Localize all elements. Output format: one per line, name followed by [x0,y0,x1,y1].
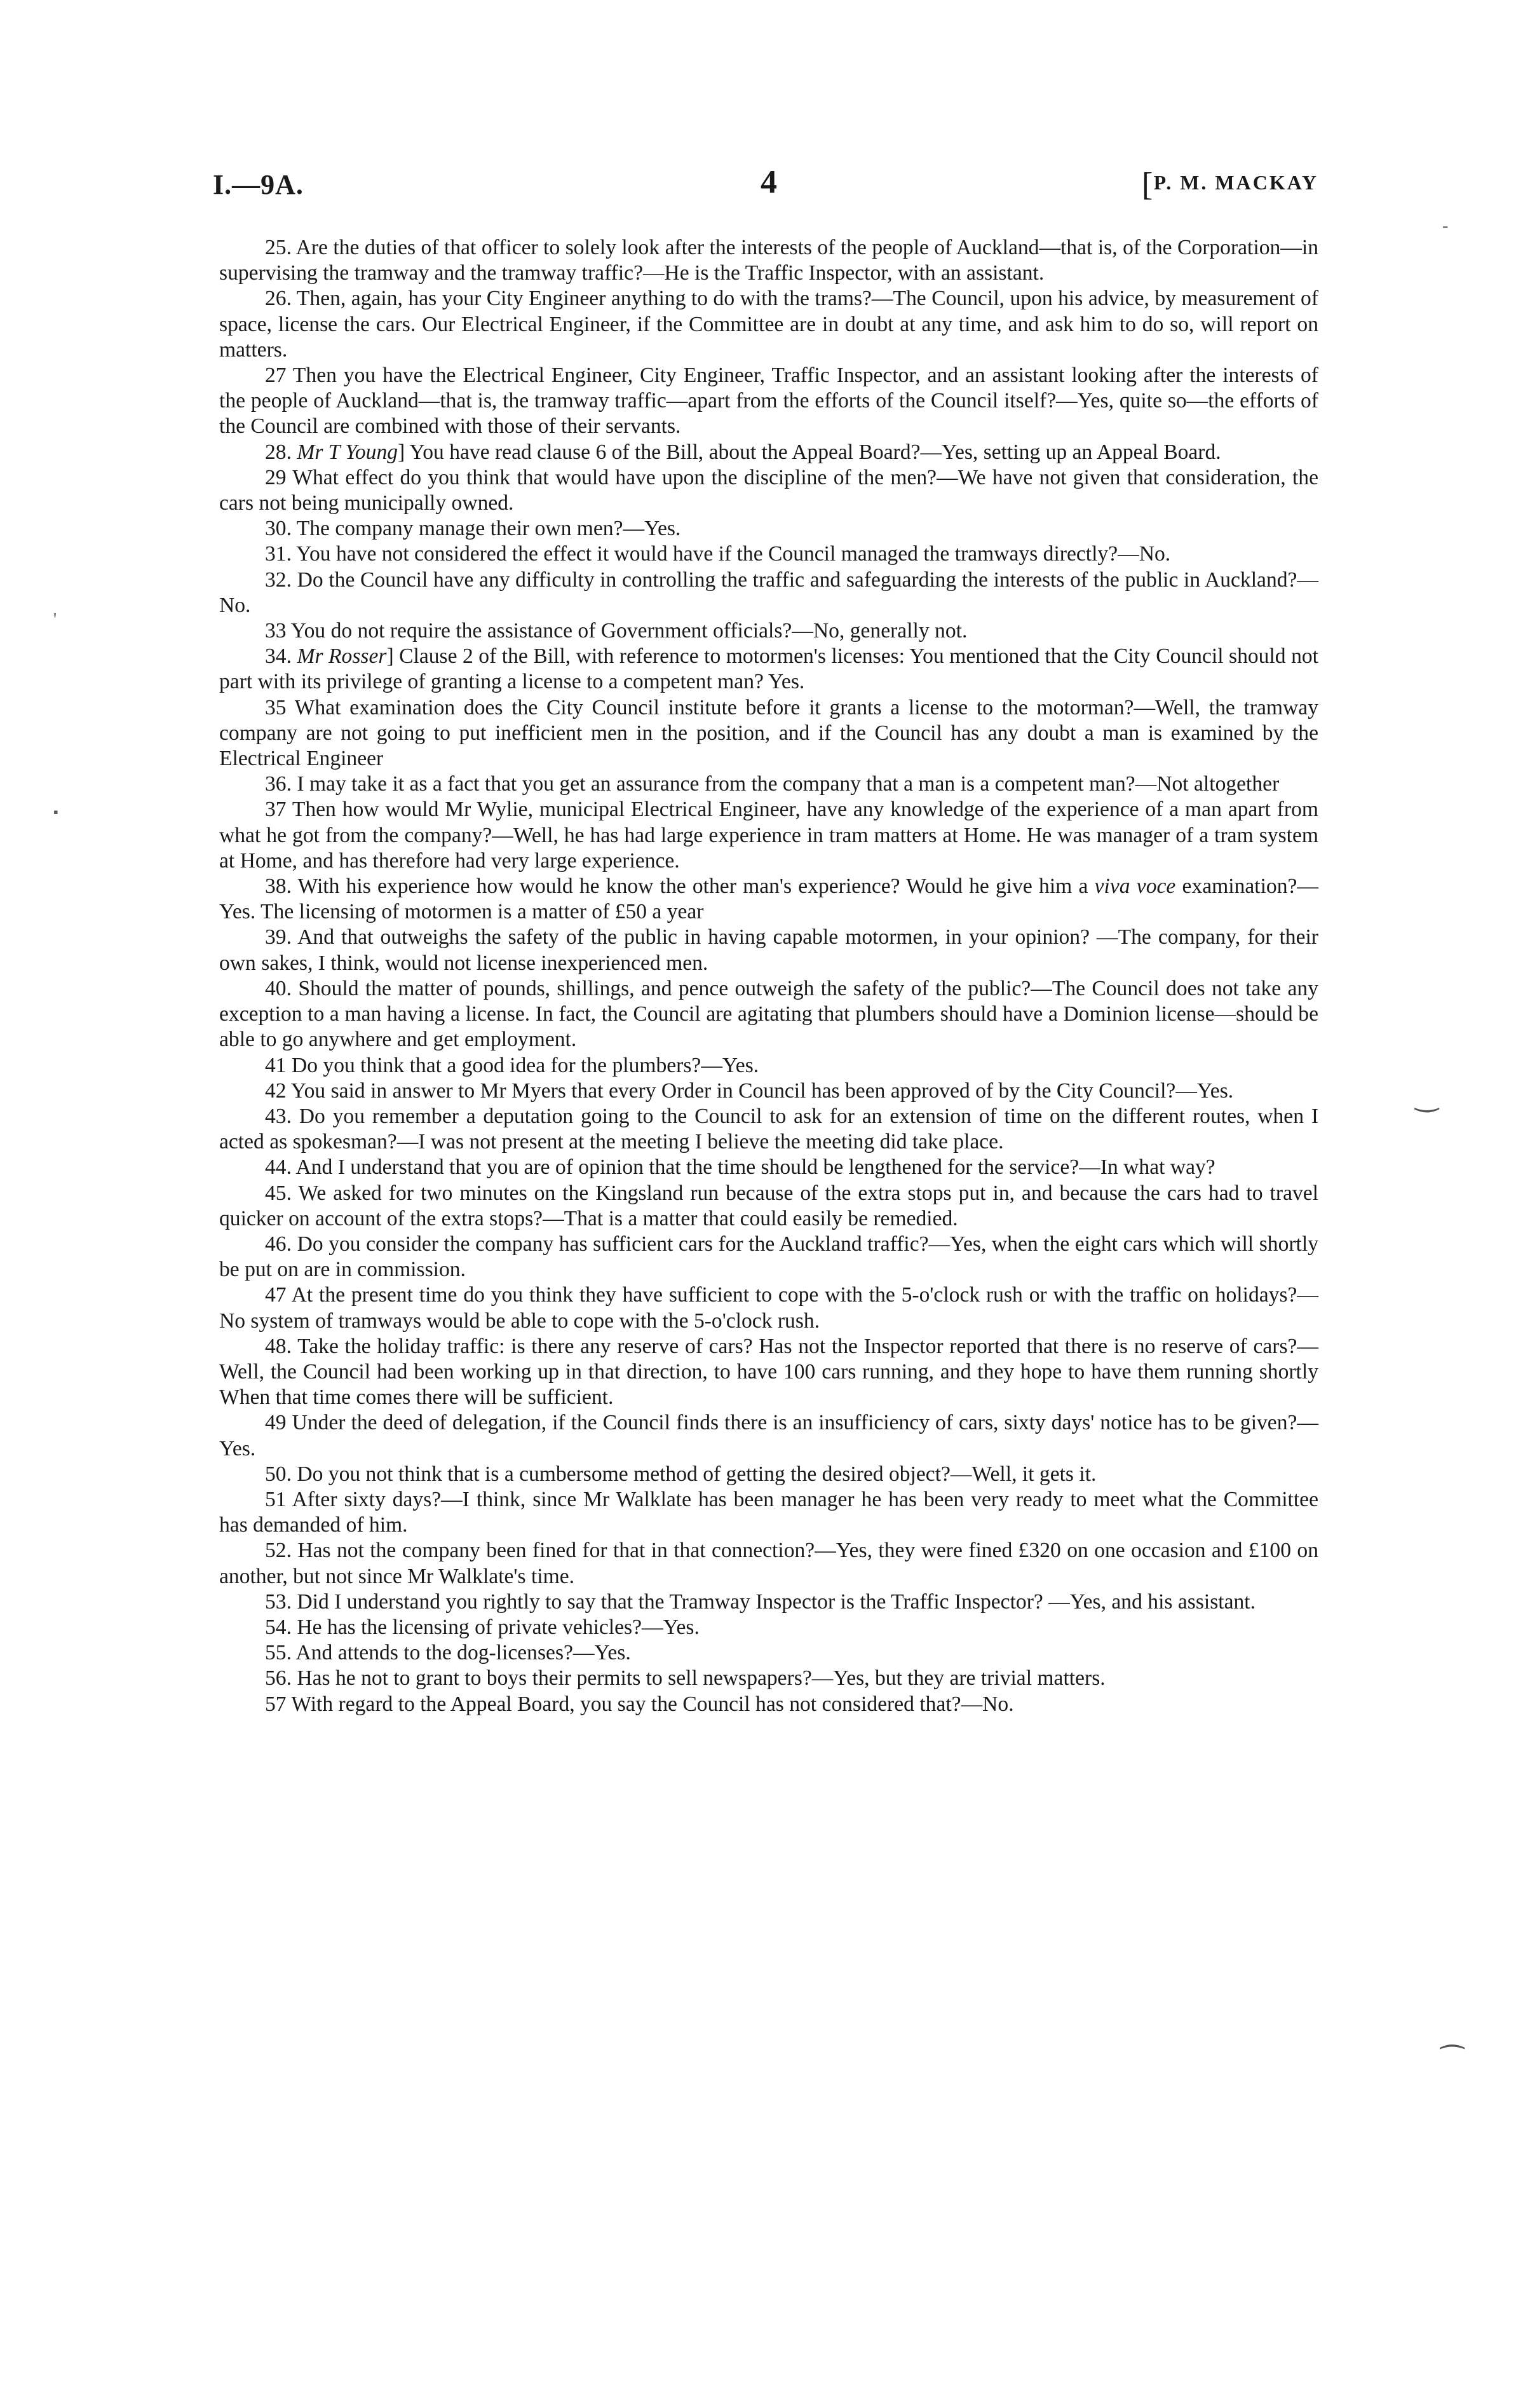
question-answer-paragraph [219,235,1318,286]
paragraph-text: 44. And I understand that you are of opinion that the time should be lengthened for the service?—In what way? [265,1155,1215,1180]
question-answer-paragraph [219,644,1318,695]
document-reference: I.—9A. [213,169,304,200]
question-answer-paragraph [219,568,1318,618]
paragraph-text: 38. With his experience how would he know the other man's experience? Would he give him a [265,874,1095,899]
question-answer-paragraph [219,1640,1318,1666]
paragraph-text: 49 Under the deed of delegation, if the Council finds there is an insufficiency of cars, sixty days' notice has to be given?—Yes. [219,1411,1318,1460]
paragraph-text: 41 Do you think that a good idea for the plumbers?—Yes. [265,1053,759,1077]
question-answer-paragraph [219,465,1318,516]
question-answer-paragraph [219,541,1318,567]
question-answer-paragraph [219,1104,1318,1155]
question-answer-paragraph [219,1538,1318,1589]
margin-mark: ' [53,610,57,630]
paragraph-text: 25. Are the duties of that officer to solely look after the interests of the people of Auckland—that is, of the Corporation—in supervising the tramway and the tramway traffic?—He is the Traffic Inspector, with an assistant. [219,236,1318,285]
paragraph-text: 52. Has not the company been fined for that in that connection?—Yes, they were fined £320 on one occasion and £100 on another, but not since Mr Walklate's time. [219,1539,1318,1588]
header-bracket: [ [1142,167,1153,203]
paragraph-text: 57 With regard to the Appeal Board, you say the Council has not considered that?—No. [265,1692,1014,1716]
paragraph-text-continued: ] Clause 2 of the Bill, with reference to motormen's licenses: You mentioned that the City Council should not part with its privilege of granting a license to a competent man? Yes. [219,644,1318,694]
paragraph-text: 31. You have not considered the effect it would have if the Council managed the tramways directly?—No. [265,542,1171,566]
paragraph-text: 32. Do the Council have any difficulty in controlling the traffic and safeguarding the interests of the public in Auckland?—No. [219,568,1318,617]
question-answer-paragraph [219,695,1318,772]
question-answer-paragraph [219,1589,1318,1615]
paragraph-text: 55. And attends to the dog-licenses?—Yes. [265,1641,631,1665]
paragraph-text: 33 You do not require the assistance of Government officials?—No, generally not. [265,619,968,643]
question-answer-paragraph [219,1334,1318,1411]
paragraph-text: 50. Do you not think that is a cumbersome method of getting the desired object?—Well, it gets it. [265,1462,1097,1486]
paragraph-text: 42 You said in answer to Mr Myers that every Order in Council has been approved of by the City Council?—Yes. [265,1078,1234,1103]
paragraph-text: 40. Should the matter of pounds, shillings, and pence outweigh the safety of the public?—The Council does not take any exception to a man having a license. In fact, the Council are agitating that plumbers should have a Dominion license—should be able to go anywhere and get employment. [219,976,1318,1052]
paragraph-text: 30. The company manage their own men?—Yes. [265,517,681,541]
paragraph-text: 51 After sixty days?—I think, since Mr Walklate has been manager he has been very ready to meet what the Committee has demanded of him. [219,1487,1318,1537]
paragraph-text: 34. [265,644,297,669]
speaker-name: Mr T Young [297,440,398,464]
question-answer-paragraph [219,1666,1318,1691]
question-answer-paragraph [219,286,1318,363]
paragraph-text-continued: ] You have read clause 6 of the Bill, about the Appeal Board?—Yes, setting up an Appeal Board. [398,440,1221,464]
question-answer-paragraph [219,516,1318,541]
question-answer-paragraph [219,1487,1318,1538]
paragraph-text-continued: examination?—Yes. The licensing of motormen is a matter of £50 a year [219,874,1318,924]
paragraph-text: 43. Do you remember a deputation going to the Council to ask for an extension of time on the different routes, when I acted as spokesman?—I was not present at the meeting I believe the meeting did take place. [219,1104,1318,1154]
paragraph-text: 37 Then how would Mr Wylie, municipal Electrical Engineer, have any knowledge of the experience of a man apart from what he got from the company?—Well, he has had large experience in tram matters at Home. He was manager of a tram system at Home, and has therefore had very large experience. [219,798,1318,873]
paragraph-text: 36. I may take it as a fact that you get an assurance from the company that a man is a competent man?—Not altogether [265,772,1280,796]
paragraph-text: 29 What effect do you think that would have upon the discipline of the men?—We have not given that consideration, the cars not being municipally owned. [219,465,1318,515]
question-answer-paragraph [219,440,1318,465]
paragraph-text: 45. We asked for two minutes on the Kingsland run because of the extra stops put in, and because the cars had to travel quicker on account of the extra stops?—That is a matter that could easily be remedied. [219,1181,1318,1230]
paragraph-text: 47 At the present time do you think they have sufficient to cope with the 5-o'clock rush or with the traffic on holidays?—No system of tramways would be able to cope with the 5-o'clock rush. [219,1283,1318,1333]
question-answer-paragraph [219,1615,1318,1640]
question-answer-paragraph [219,874,1318,925]
paragraph-text: 35 What examination does the City Council institute before it grants a license to the motorman?—Well, the tramway company are not going to put inefficient men in the position, and if the Council has any doubt a man is examined by the Electrical Engineer [219,695,1318,771]
margin-mark: ‿ [1416,1081,1438,1112]
page-header [213,164,1318,213]
speaker-name: viva voce [1094,874,1176,899]
margin-mark: ⁀ [1441,2046,1464,2077]
question-answer-paragraph [219,925,1318,976]
question-answer-paragraph [219,1232,1318,1282]
question-answer-paragraph [219,1181,1318,1232]
question-answer-paragraph [219,363,1318,440]
question-answer-paragraph [219,1282,1318,1333]
question-answer-paragraph [219,976,1318,1053]
question-answer-paragraph [219,1692,1318,1717]
paragraph-text: 46. Do you consider the company has sufficient cars for the Auckland traffic?—Yes, when the eight cars which will shortly be put on are in commission. [219,1232,1318,1282]
question-answer-paragraph [219,1078,1318,1104]
question-answer-paragraph [219,618,1318,644]
paragraph-text: 54. He has the licensing of private vehicles?—Yes. [265,1615,700,1639]
paragraph-text: 48. Take the holiday traffic: is there any reserve of cars? Has not the Inspector reported that there is no reserve of cars?—Well, the Council had been working up in that direction, to have 100 cars running, and they hope to have them running shortly When that time comes there will be sufficient. [219,1334,1318,1410]
paragraph-text: 26. Then, again, has your City Engineer anything to do with the trams?—The Council, upon his advice, by measurement of space, license the cars. Our Electrical Engineer, if the Committee are in doubt at any time, and ask him to do so, will report on matters. [219,287,1318,362]
question-answer-paragraph [219,1155,1318,1180]
paragraph-text: 56. Has he not to grant to boys their permits to sell newspapers?—Yes, but they are trivial matters. [265,1666,1106,1690]
paragraph-text: 28. [265,440,297,464]
paragraph-text: 27 Then you have the Electrical Engineer, City Engineer, Traffic Inspector, and an assistant looking after the interests of the people of Auckland—that is, the tramway traffic—apart from the efforts of the Council itself?—Yes, quite so—the efforts of the Council are combined with those of their servants. [219,364,1318,439]
paragraph-text: 53. Did I understand you rightly to say that the Tramway Inspector is the Traffic Inspector? —Yes, and his assistant. [265,1589,1256,1614]
witness-name: P. M. MACKAY [1153,171,1318,194]
question-answer-paragraph [219,797,1318,874]
question-answer-paragraph [219,772,1318,797]
question-answer-paragraph [219,1053,1318,1078]
question-answer-paragraph [219,1410,1318,1461]
margin-smudge: ▪ [53,804,58,820]
testimony-body [219,235,1318,1717]
speaker-name: Mr Rosser [297,644,387,669]
page-number: 4 [761,164,777,200]
paragraph-text: 39. And that outweighs the safety of the public in having capable motormen, in your opinion? —The company, for their own sakes, I think, would not license inexperienced men. [219,925,1318,975]
margin-mark: - [1442,216,1449,236]
question-answer-paragraph [219,1462,1318,1487]
